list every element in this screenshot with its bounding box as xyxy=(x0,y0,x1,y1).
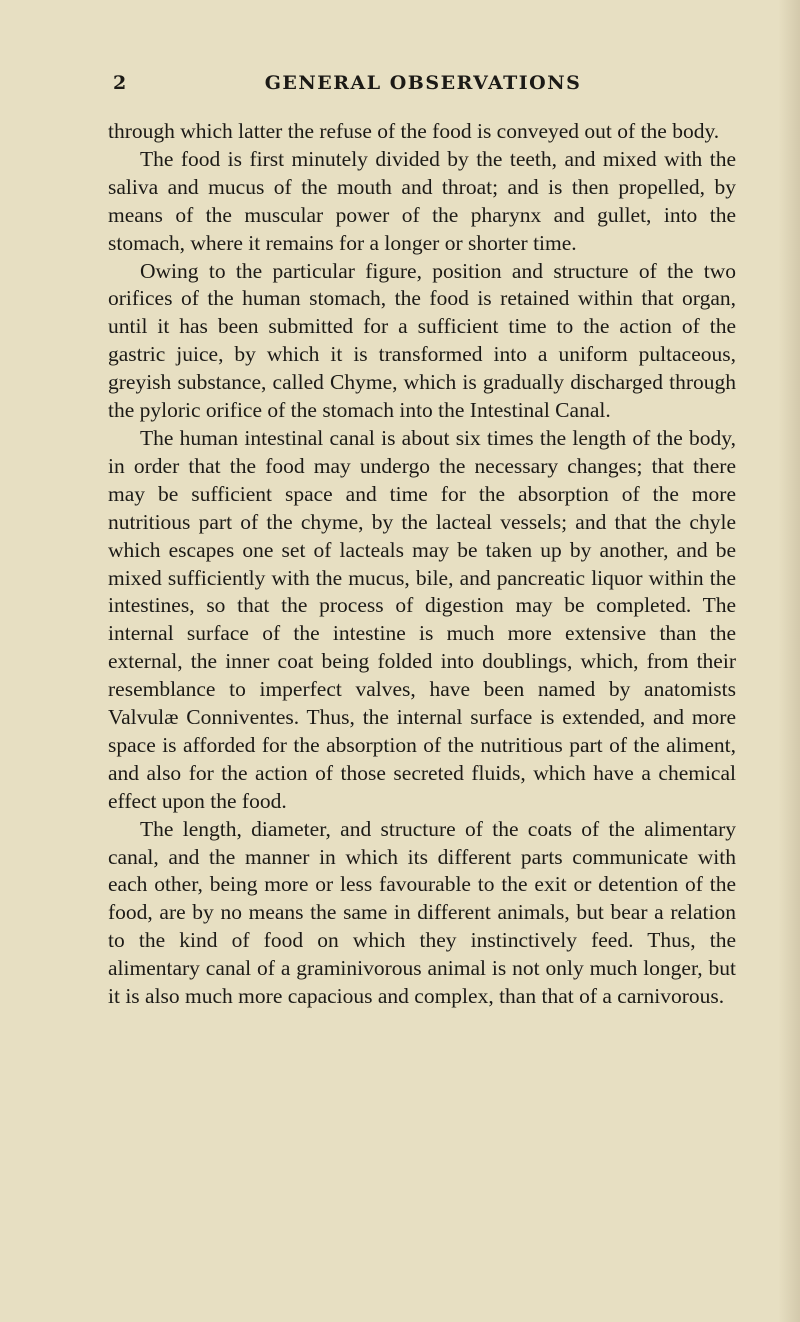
paragraph-stomach-orifices: Owing to the particular figure, position and structure of the two orifices of the human stomach, the food is retained within that organ, until it has been submitted for a sufficient time to the action of the gastric juice, by which it is transformed into a uniform pultaceous, greyish substance, called Chyme, which is gradually discharged through the pyloric orifice of the stomach into the Intestinal Canal. xyxy=(108,258,736,423)
paragraph-intestinal-canal: The human intestinal canal is about six times the length of the body, in order that the food may undergo the necessary changes; that there may be sufficient space and time for the absorption of the more nutritious part of the chyme, by the lacteal vessels; and that the chyle which escapes one set of lacteals may be taken up by another, and be mixed sufficiently with the mucus, bile, and pancreatic liquor within the intestines, so that the process of digestion may be completed. The internal surface of the intestine is much more extensive than the external, the inner coat being folded into doublings, which, from their resemblance to imperfect valves, have been named by anatomists Valvulæ Conniventes. Thus, the internal surface is extended, and more space is afforded for the absorption of the nutritious part of the aliment, and also for the action of those secreted fluids, which have a chemical effect upon the food. xyxy=(108,425,736,813)
page-edge-shadow xyxy=(778,0,800,1322)
running-head-title: GENERAL OBSERVATIONS xyxy=(264,72,582,94)
paragraph-alimentary-canal: The length, diameter, and structure of the coats of the alimentary canal, and the manner in which its different parts communicate with each other, being more or less favourable to the exit or detention of the food, are by no means the same in different animals, but bear a relation to the kind of food on which they instinctively feed. Thus, the alimentary canal of a graminivorous animal is not only much longer, but it is also much more capacious and complex, than that of a carnivorous. xyxy=(108,816,736,1009)
body-text xyxy=(108,118,736,1011)
paragraph-continuation: through which latter the refuse of the food is conveyed out of the body. xyxy=(108,119,720,143)
paragraph-food-division: The food is first minutely divided by the teeth, and mixed with the saliva and mucus of the mouth and throat; and is then propelled, by means of the muscular power of the pharynx and gullet, into the stomach, where it remains for a longer or shorter time. xyxy=(108,146,736,255)
running-head xyxy=(113,72,733,98)
page-number: 2 xyxy=(113,72,128,94)
